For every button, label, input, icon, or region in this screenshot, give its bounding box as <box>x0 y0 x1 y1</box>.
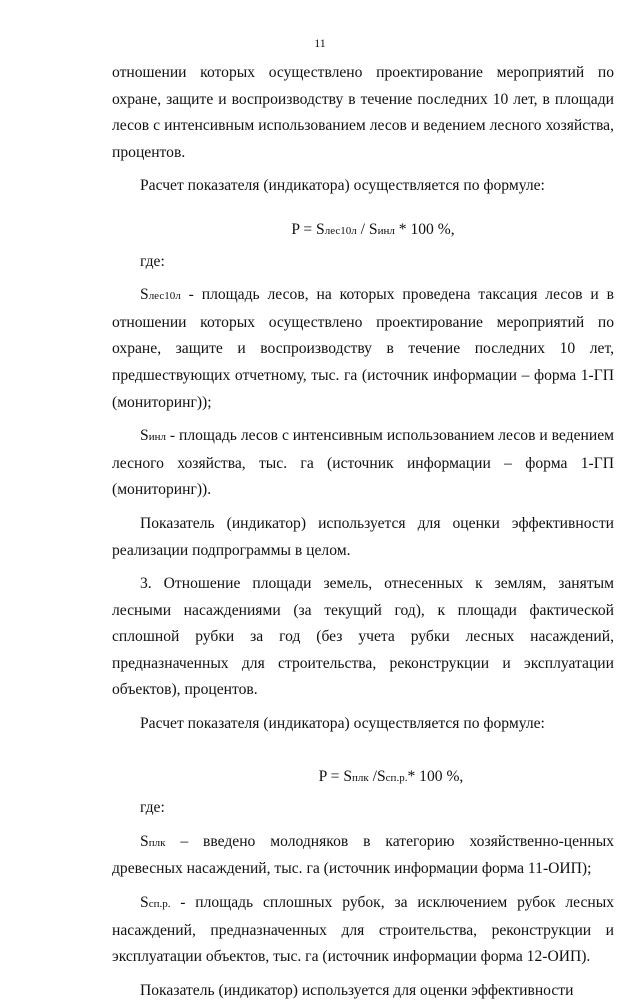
formula-1-mid: / S <box>356 220 378 238</box>
def-3-subscript: плк <box>148 836 166 849</box>
def-4-symbol: S <box>140 894 149 912</box>
def-1-subscript: лес10л <box>148 290 181 303</box>
indicator-usage-2: Показатель (индикатор) используется для оценки эффективности <box>140 981 574 999</box>
def-1-symbol: S <box>140 286 149 304</box>
formula-1-sub-2: инл <box>377 224 395 237</box>
formula-1-lhs: P = S <box>291 220 325 238</box>
document-body <box>112 60 614 1004</box>
def-3-text: – введено молодняков в категорию хозяйственно-ценных древесных насаждений, тыс. га (источник информации форма 11-ОИП); <box>112 832 614 878</box>
definition-s-les10l <box>112 282 614 416</box>
where-label-1: где: <box>140 252 165 270</box>
formula-1-sub-1: лес10л <box>324 224 357 237</box>
page-number: 11 <box>314 36 326 50</box>
indicator-3-heading: 3. Отношение площади земель, отнесенных к землям, занятым лесными насаждениями (за текущий год), к площади фактической сплошной рубки за год (без учета рубки лесных насаждений, предназначенных для строительства, реконструкции и эксплуатации объектов), процентов. <box>112 575 614 699</box>
formula-intro-2: Расчет показателя (индикатора) осуществляется по формуле: <box>140 715 545 733</box>
where-label-2: где: <box>140 799 165 817</box>
paragraph-continuation: отношении которых осуществлено проектирование мероприятий по охране, защите и воспроизводству в течение последних 10 лет, в площади лесов с интенсивным использованием лесов и ведением лесного хозяйства, процентов. <box>112 64 614 161</box>
formula-1 <box>112 217 614 245</box>
definition-s-plk <box>112 829 614 883</box>
def-3-symbol: S <box>140 832 149 850</box>
formula-intro-1: Расчет показателя (индикатора) осуществляется по формуле: <box>140 177 545 195</box>
def-4-text: - площадь сплошных рубок, за исключением рубок лесных насаждений, предназначенных для строительства, реконструкции и эксплуатации объектов, тыс. га (источник информации форма 12-ОИП). <box>112 894 614 966</box>
formula-2-lhs: P = S <box>318 767 353 785</box>
formula-2-rhs: * 100 %, <box>407 767 464 785</box>
indicator-usage-1: Показатель (индикатор) используется для оценки эффективности реализации подпрограммы в целом. <box>112 514 614 559</box>
def-1-text: - площадь лесов, на которых проведена таксация лесов и в отношении которых осуществлено проектирование мероприятий по охране, защите и воспроизводству в течение последних 10 лет, предшествующих отчетному, тыс. га (источник информации – форма 1-ГП (мониторинг)); <box>112 286 614 411</box>
formula-2-mid: /S <box>368 767 386 785</box>
def-4-subscript: сп.р. <box>148 898 171 911</box>
definition-s-inl <box>112 423 614 504</box>
formula-2-sub-2: сп.р. <box>385 771 408 784</box>
def-2-symbol: S <box>140 427 149 445</box>
formula-2-sub-1: плк <box>352 771 369 784</box>
formula-2 <box>112 764 614 792</box>
definition-s-spr <box>112 890 614 971</box>
def-2-text: - площадь лесов с интенсивным использованием лесов и ведением лесного хозяйства, тыс. га (источник информации – форма 1-ГП (мониторинг)). <box>112 427 614 499</box>
formula-1-rhs: * 100 %, <box>394 220 455 238</box>
def-2-subscript: инл <box>148 431 166 444</box>
